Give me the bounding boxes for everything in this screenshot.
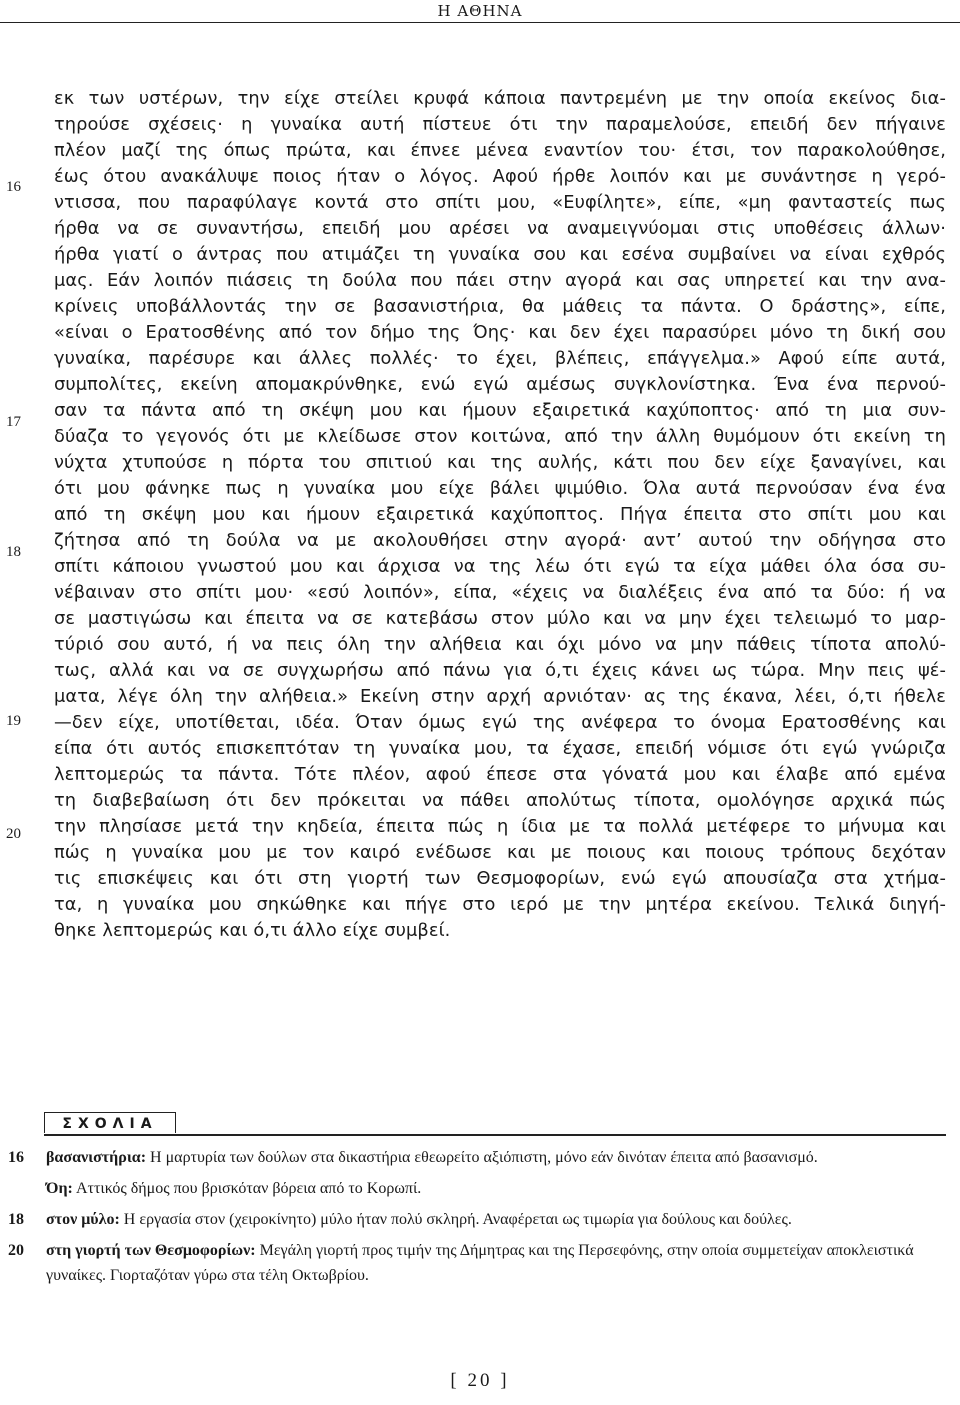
text-line: κρίνεις υποβάλλοντάς την σε βασανιστήρια, θα μάθεις τα πάντα. Ο δράστης», είπε, [54,296,946,317]
note-item [0,1238,960,1288]
running-header-title: Η ΑΘΗΝΑ [437,2,523,20]
text-line: πώς η γυναίκα μου με τον καιρό ενέδωσε και με ποιους και ποιους τρόπους δεχόταν [54,842,946,863]
text-line: ντισσα, που παραφύλαγε κοντά στο σπίτι μου, «Ευφίλητε», είπε, «μη φανταστείς πως [54,192,946,213]
text-line: την πλησίασε μετά την κηδεία, έπειτα πώς η ίδια με τα πολλά μετέφερε το μήνυμα και [54,816,946,837]
text-line: σπίτι κάποιου γνωστού μου και άρχισα να της λέω ότι εγώ τα είχα μάθει όλα όσα συ- [54,556,946,577]
text-line: είπα ότι αυτός επισκεπτόταν τη γυναίκα μου, τα έχασε, επειδή νόμισε ότι εγώ γνώριζα [54,738,946,759]
text-line: συμπολίτες, εκείνη απομακρύνθηκε, ενώ εγώ αμέσως συγκλονίστηκα. Ένα ένα περνού- [54,374,946,395]
note-text: Αττικός δήμος που βρισκόταν βόρεια από το Κορωπί. [72,1180,422,1197]
text-line: ότι μου φάνηκε πως η γυναίκα μου είχε βάλει ψιμύθιο. Όλα αυτά περνούσαν ένα ένα [54,478,946,499]
note-term: στον μύλο: [46,1211,120,1228]
line-number-17: 17 [6,414,21,430]
note-number: 18 [8,1211,24,1228]
line-number-20: 20 [6,826,21,842]
text-line: —δεν είχε, υποτίθεται, ιδέα. Όταν όμως εγώ της ανέφερα το όνομα Ερατοσθένης και [54,712,946,733]
text-line: ήρθα να σε συναντήσω, επειδή μου αρέσει να αναμειγνύομαι στις υποθέσεις άλλων· [54,218,946,239]
text-line: δύαζα το γεγονός ότι με κλείδωσε στον κοιτώνα, από την άλλη θυμόμουν ότι εκείνη τη [54,426,946,447]
text-line: σαν τα πάντα από τη σκέψη μου και ήμουν εξαιρετικά καχύποπτος· από τη μια συν- [54,400,946,421]
running-header [0,0,960,22]
text-line: έως ότου ανακάλυψε ποιος ήταν ο λόγος. Αφού ήρθε λοιπόν και με συνάντησε η γερό- [54,166,946,187]
text-line: τα, η γυναίκα μου σηκώθηκε και πήγε στο ιερό με την μητέρα εκείνου. Τελικά διηγή- [54,894,946,915]
note-term: βασανιστήρια: [46,1149,147,1166]
notes-section [0,1145,960,1294]
notes-heading: ΣΧΟΛΙΑ [44,1112,176,1133]
note-text: Η μαρτυρία των δούλων στα δικαστήρια εθεωρείτο αξιόπιστη, μόνο εάν δινόταν έπειτα από βασανισμό. [146,1149,818,1166]
note-term: στη γιορτή των Θεσμοφορίων: [46,1242,256,1259]
text-line: τηρούσε σχέσεις· η γυναίκα αυτή πίστευε ότι την παραμελούσε, επειδή δεν πήγαινε [54,114,946,135]
text-line: ήρθα γιατί ο άντρας που ατιμάζει τη γυναίκα σου και εσένα συμβαίνει να είναι εχθρός [54,244,946,265]
note-number: 16 [8,1149,24,1166]
text-line: τύριό σου αυτό, ή να πεις όλη την αλήθεια και όχι μόνο να μην πάθεις τίποτα απολύ- [54,634,946,655]
text-line: εκ των υστέρων, την είχε στείλει κρυφά κάποια παντρεμένη με την οποία εκείνος δια- [54,88,946,109]
note-text: Μεγάλη γιορτή προς τιμήν της Δήμητρας και της Περσεφόνης, στην οποία συμμετείχαν αποκλειστικά γυναίκες. Γιορταζόταν γύρω στα τέλη Οκτωβρίου. [46,1242,914,1284]
notes-rule [44,1134,946,1136]
note-number: 20 [8,1242,24,1259]
text-line: μας. Εάν λοιπόν πιάσεις τη δούλα που πάει στην αγορά και σας υπηρετεί και την ανα- [54,270,946,291]
text-line: λεπτομερώς τα πάντα. Τότε πλέον, αφού έπεσε στα γόνατά μου και έλαβε από εμένα [54,764,946,785]
line-number-16: 16 [6,179,21,195]
note-text: Η εργασία στον (χειροκίνητο) μύλο ήταν πολύ σκληρή. Αναφέρεται ως τιμωρία για δούλους και δούλες. [119,1211,792,1228]
note-term: Όη: [46,1180,73,1197]
note-item [0,1176,960,1201]
text-line: σε μαστιγώσω και έπειτα να σε κατεβάσω στον μύλο και να μην έχει τελειωμό το μαρ- [54,608,946,629]
text-line: «είναι ο Ερατοσθένης από τον δήμο της Όης· και δεν έχει παρασύρει μόνο τη δική σου [54,322,946,343]
text-line: θηκε λεπτομερώς και ό,τι άλλο είχε συμβεί. [54,920,451,941]
line-number-18: 18 [6,544,21,560]
header-rule [0,22,960,23]
text-line: τις επισκέψεις και ότι στη γιορτή των Θεσμοφορίων, ενώ εγώ απουσίαζα στα χτήμα- [54,868,946,889]
page-number: [ 20 ] [450,1370,510,1391]
line-number-19: 19 [6,713,21,729]
text-line: πλέον μαζί της όπως πρώτα, και έπνεε μένεα εναντίον του· έτσι, τον παρακολούθησε, [54,140,946,161]
text-line: νύχτα χτυπούσε η πόρτα του σπιτιού και της αυλής, κάτι που δεν είχε ξαναγίνει, και [54,452,946,473]
text-line: τως, αλλά και να σε συγχωρήσω από πάνω για ό,τι έχεις κάνει ως τώρα. Μην πεις ψέ- [54,660,946,681]
text-line: ζήτησα από τη δούλα να με ακολουθήσει στην αγορά· αντ’ αυτού την οδήγησα στο [54,530,946,551]
text-line: νέβαιναν στο σπίτι μου· «εσύ λοιπόν», είπα, «έχεις να διαλέξεις ένα από τα δύο: ή να [54,582,946,603]
text-line: ματα, λέγε όλη την αλήθεια.» Εκείνη στην αρχή αρνιόταν· ας της έκανα, λέει, ό,τι ήθελε [54,686,946,707]
note-item [0,1207,960,1232]
notes-header-box [44,1112,174,1136]
body-text [54,86,946,944]
text-line: τη διαβεβαίωση ότι δεν πρόκειται να πάθει απολύτως τίποτα, ομολόγησε αρχικά πώς [54,790,946,811]
text-line: γυναίκα, παρέσυρε και άλλες πολλές· το έχει, βλέπεις, επάγγελμα.» Αφού είπε αυτά, [54,348,946,369]
text-line: από τη σκέψη μου και ήμουν εξαιρετικά καχύποπτος. Πήγα έπειτα στο σπίτι μου και [54,504,946,525]
note-item [0,1145,960,1170]
